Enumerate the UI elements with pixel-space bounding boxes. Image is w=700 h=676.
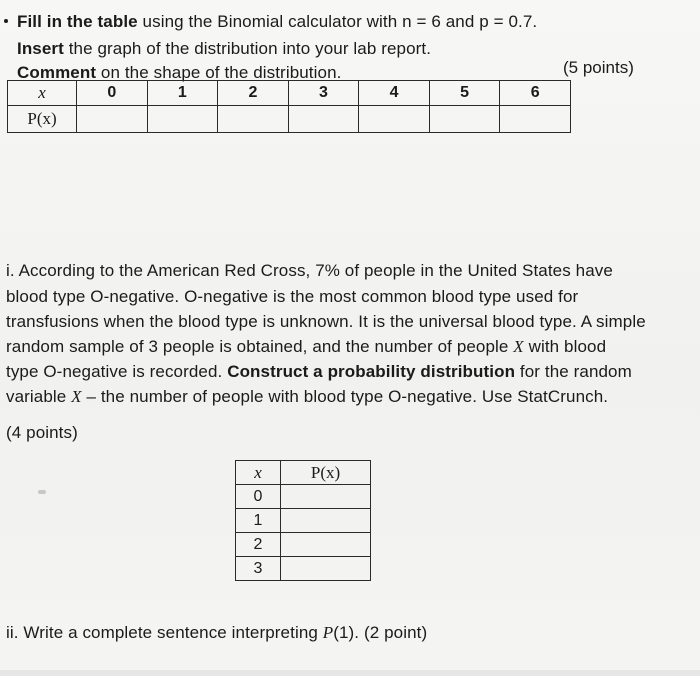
x-value: 0 xyxy=(236,485,281,509)
x-value: 4 xyxy=(359,81,430,106)
px-cell xyxy=(281,509,371,533)
bullet-dot xyxy=(4,19,8,23)
q3-line: ii. Write a complete sentence interpreting P(1). (2 point) xyxy=(6,623,428,642)
instruction-line-3: Comment on the shape of the distribution. xyxy=(17,63,342,82)
q2-points: (4 points) xyxy=(6,423,78,442)
px-cell xyxy=(288,106,359,133)
q2-line-6: variable X – the number of people with blood type O-negative. Use StatCrunch. xyxy=(6,387,609,406)
smudge-mark xyxy=(38,490,46,494)
px-cell xyxy=(77,106,148,133)
x-value: 1 xyxy=(147,81,218,106)
q2-line-3: transfusions when the blood type is unknown. It is the universal blood type. A simple xyxy=(6,312,646,331)
bottom-edge xyxy=(0,670,700,676)
px-cell xyxy=(359,106,430,133)
q2-line-4: random sample of 3 people is obtained, and the number of people X with blood xyxy=(6,337,607,356)
px-cell xyxy=(281,485,371,509)
px-header: P(x) xyxy=(8,106,77,133)
x-value: 2 xyxy=(218,81,289,106)
px-cell xyxy=(500,106,571,133)
px-header: P(x) xyxy=(281,461,371,485)
q2-line-5: type O-negative is recorded. Construct a probability distribution for the random xyxy=(6,362,632,381)
q2-line-2: blood type O-negative. O-negative is the most common blood type used for xyxy=(6,287,579,306)
px-cell xyxy=(147,106,218,133)
x-header: x xyxy=(8,81,77,106)
x-value: 2 xyxy=(236,533,281,557)
x-value: 1 xyxy=(236,509,281,533)
x-value: 3 xyxy=(288,81,359,106)
x-value: 3 xyxy=(236,557,281,581)
instruction-line-1: Fill in the table using the Binomial calculator with n = 6 and p = 0.7. xyxy=(17,12,538,31)
x-value: 6 xyxy=(500,81,571,106)
binomial-table xyxy=(7,80,571,133)
q2-line-1: i. According to the American Red Cross, 7% of people in the United States have xyxy=(6,261,613,280)
points-label: (5 points) xyxy=(563,58,634,77)
px-cell xyxy=(281,533,371,557)
x-header: x xyxy=(236,461,281,485)
x-value: 0 xyxy=(77,81,148,106)
probability-distribution-table xyxy=(235,460,371,581)
instruction-line-2: Insert the graph of the distribution into your lab report. xyxy=(17,39,432,58)
px-cell xyxy=(218,106,289,133)
px-cell xyxy=(281,557,371,581)
x-value: 5 xyxy=(429,81,500,106)
px-cell xyxy=(429,106,500,133)
